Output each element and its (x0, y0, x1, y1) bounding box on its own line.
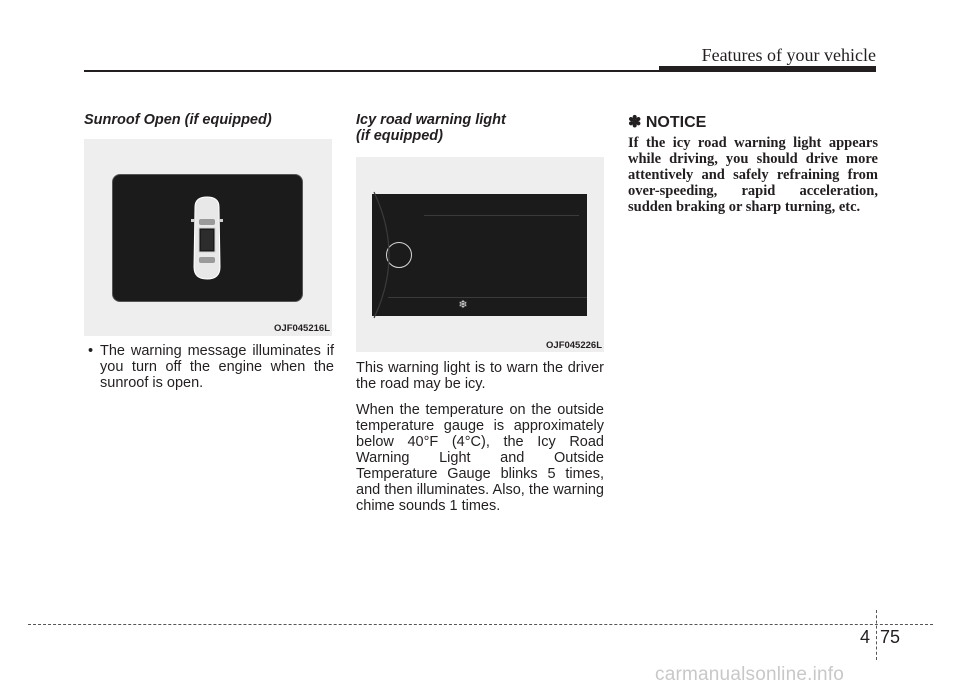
cluster-display (113, 175, 302, 301)
gauge-arc-icon (346, 188, 406, 322)
page-number: 75 (880, 627, 901, 647)
sunroof-figure (84, 139, 332, 336)
icy-section-title (356, 112, 506, 144)
page-header-title: Features of your vehicle (701, 45, 876, 65)
icy-title-line1: Icy road warning light (356, 112, 506, 128)
icy-figure-code: OJF045226L (546, 340, 602, 351)
header-rule (84, 70, 661, 72)
display-line (388, 297, 587, 298)
header-rule-thick (659, 66, 876, 72)
bullet-icon: • (88, 343, 94, 359)
notice-header (628, 112, 706, 132)
footer-page-divider (876, 610, 877, 660)
car-top-view-icon (187, 193, 227, 283)
snowflake-icon: ❄ (458, 299, 468, 311)
icy-paragraph-1: This warning light is to warn the driver the road may be icy. (356, 360, 604, 392)
icy-figure (356, 157, 604, 352)
watermark: carmanualsonline.info (655, 664, 845, 685)
sunroof-figure-code: OJF045216L (274, 323, 330, 334)
notice-body: If the icy road warning light appears while driving, you should drive more attentively and safely refraining from over-speeding, rapid acceleration, sudden braking or sharp turning, etc. (628, 135, 878, 215)
chapter-number: 4 (860, 627, 871, 647)
notice-title: NOTICE (645, 114, 707, 131)
sunroof-bullet-item (84, 343, 334, 391)
sunroof-section-title: Sunroof Open (if equipped) (84, 112, 272, 128)
sunroof-bullet-text: The warning message illuminates if you turn off the engine when the sunroof is open. (100, 343, 334, 391)
icy-paragraph-2: When the temperature on the outside temperature gauge is approximately below 40°F (4°C), the Icy Road Warning Light and Outside Temperature Gauge blinks 5 times, and then illuminates. Also, the warning chime sounds 1 times. (356, 402, 604, 514)
notice-icon: ✽ (628, 114, 642, 131)
display-line (424, 215, 579, 216)
cluster-display (372, 194, 587, 316)
footer-divider (28, 624, 933, 625)
icy-title-line2: (if equipped) (356, 128, 443, 144)
